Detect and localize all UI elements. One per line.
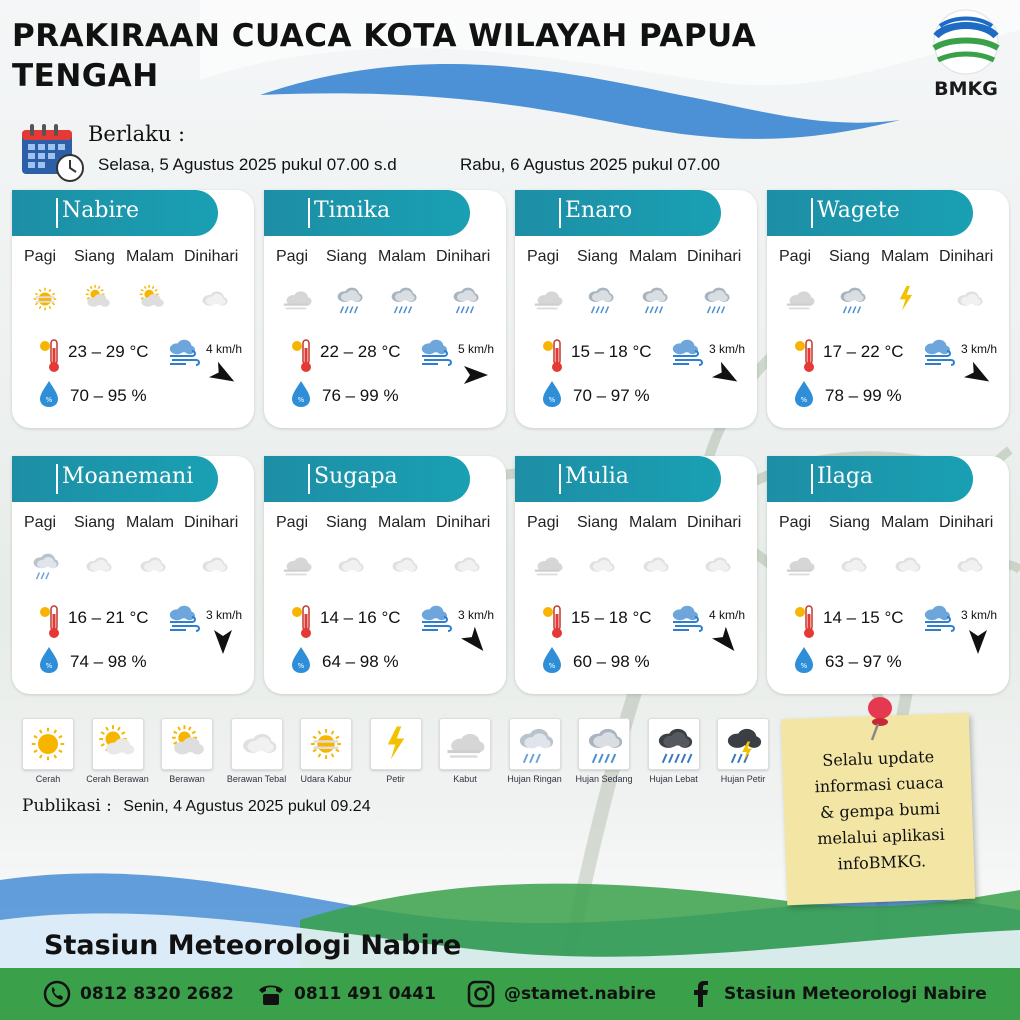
city-card-nabire (12, 190, 254, 428)
city-header (767, 190, 973, 236)
publication-label: Publikasi : (22, 796, 112, 816)
thermometer-icon (541, 338, 565, 374)
legend-item-hujan-ringan (503, 718, 567, 784)
period-label: Pagi (527, 514, 560, 531)
forecast-slot-dinihari (450, 550, 480, 580)
publication-date: Senin, 4 Agustus 2025 pukul 09.24 (123, 798, 371, 815)
humidity-drop-icon (290, 380, 312, 408)
hujan-sedang-icon (837, 284, 867, 314)
wind-direction-arrow-icon (208, 360, 238, 390)
humidity-range: 76 – 99 % (322, 386, 399, 405)
petir-icon (891, 284, 921, 314)
period-label: Dinihari (687, 514, 742, 531)
forecast-slot-malam (639, 284, 669, 314)
period-label: Malam (378, 248, 427, 265)
note-line: & gempa bumi (819, 798, 941, 823)
wind-direction-arrow-icon (963, 360, 993, 390)
wind-direction-arrow-icon (460, 626, 490, 656)
footer-facebook-page: Stasiun Meteorologi Nabire (724, 984, 987, 1004)
kabut-icon (282, 284, 312, 314)
forecast-slot-siang (334, 550, 364, 580)
berawan-tebal-icon (891, 550, 921, 580)
berawan-tebal-icon (701, 550, 731, 580)
footer-phone-landline[interactable] (256, 976, 436, 1012)
temperature-range: 23 – 29 °C (68, 342, 149, 361)
period-label: Dinihari (436, 514, 491, 531)
legend-item-hujan-petir (711, 718, 775, 784)
humidity-range: 70 – 97 % (573, 386, 650, 405)
period-label: Siang (577, 514, 618, 531)
footer-phone-whatsapp[interactable] (42, 976, 234, 1012)
legend-item-cerah-berawan (86, 718, 150, 784)
humidity-drop-icon (38, 380, 60, 408)
city-card-wagete (767, 190, 1009, 428)
period-label: Dinihari (939, 248, 994, 265)
forecast-slot-siang (837, 550, 867, 580)
cerah-icon (28, 724, 68, 764)
humidity-drop-icon (290, 646, 312, 674)
legend-label: Udara Kabur (300, 774, 352, 784)
hujan-sedang-icon (585, 284, 615, 314)
forecast-slot-pagi (533, 550, 563, 580)
period-label: Siang (326, 248, 367, 265)
legend-item-kabut (433, 718, 497, 784)
berawan-icon (136, 284, 166, 314)
legend-item-hujan-sedang (572, 718, 636, 784)
footer-bar (0, 968, 1020, 1020)
period-label: Dinihari (184, 514, 239, 531)
note-line: melalui aplikasi (816, 824, 946, 849)
forecast-slot-dinihari (198, 550, 228, 580)
cerah-berawan-icon (98, 724, 138, 764)
legend-icon-box (161, 718, 213, 770)
legend-icon-box (22, 718, 74, 770)
forecast-slot-pagi (533, 284, 563, 314)
city-name: Wagete (817, 198, 900, 223)
wind-speed: 4 km/h (709, 608, 746, 622)
note-line: informasi cuaca (814, 772, 944, 797)
hujan-lebat-icon (654, 724, 694, 764)
svg-text:%: % (45, 396, 53, 404)
hujan-sedang-icon (584, 724, 624, 764)
berawan-tebal-icon (450, 550, 480, 580)
period-label: Malam (629, 248, 678, 265)
city-card-moanemani (12, 456, 254, 694)
wind-icon (669, 338, 705, 368)
bmkg-logo (928, 8, 1004, 104)
period-label: Siang (829, 514, 870, 531)
hujan-sedang-icon (639, 284, 669, 314)
berawan-tebal-icon (198, 550, 228, 580)
wind-speed: 3 km/h (206, 608, 243, 622)
legend-label: Hujan Sedang (575, 774, 633, 784)
forecast-slot-malam (388, 284, 418, 314)
kabut-icon (282, 550, 312, 580)
wind-icon (166, 604, 202, 634)
period-label: Malam (378, 514, 427, 531)
thermometer-icon (290, 338, 314, 374)
city-card-timika (264, 190, 506, 428)
berawan-tebal-icon (953, 284, 983, 314)
temperature-range: 15 – 18 °C (571, 608, 652, 627)
period-label: Pagi (527, 248, 560, 265)
city-header (264, 456, 470, 502)
period-row (264, 514, 506, 534)
humidity-range: 63 – 97 % (825, 652, 902, 671)
berawan-icon (82, 284, 112, 314)
city-header (515, 190, 721, 236)
forecast-slot-siang (585, 284, 615, 314)
bmkg-logo-text: BMKG (934, 78, 998, 100)
period-label: Siang (829, 248, 870, 265)
forecast-slot-dinihari (953, 550, 983, 580)
city-name: Ilaga (817, 464, 874, 489)
udara-kabur-icon (30, 284, 60, 314)
period-label: Dinihari (184, 248, 239, 265)
wind-speed: 3 km/h (458, 608, 495, 622)
period-label: Malam (881, 248, 930, 265)
city-card-sugapa (264, 456, 506, 694)
station-name: Stasiun Meteorologi Nabire (44, 930, 462, 961)
legend-icon-box (300, 718, 352, 770)
humidity-drop-icon (541, 380, 563, 408)
wind-direction-arrow-icon (208, 626, 238, 656)
city-card-ilaga (767, 456, 1009, 694)
forecast-slot-pagi (30, 550, 60, 580)
wind-direction-arrow-icon (711, 360, 741, 390)
period-row (264, 248, 506, 268)
humidity-drop-icon (793, 380, 815, 408)
forecast-slot-dinihari (450, 284, 480, 314)
wind-icon (921, 338, 957, 368)
legend-label: Cerah Berawan (86, 774, 149, 784)
period-label: Dinihari (939, 514, 994, 531)
legend-label: Petir (386, 774, 405, 784)
bmkg-logo-icon (928, 8, 1004, 78)
forecast-slot-dinihari (701, 284, 731, 314)
city-name: Sugapa (314, 464, 398, 489)
hujan-petir-icon (723, 724, 763, 764)
legend-label: Berawan (169, 774, 205, 784)
validity-start: Selasa, 5 Agustus 2025 pukul 07.00 s.d (98, 155, 397, 174)
period-row (767, 514, 1009, 534)
legend-item-berawan-tebal (225, 718, 289, 784)
footer-facebook[interactable] (686, 976, 987, 1012)
humidity-drop-icon (793, 646, 815, 674)
wind-direction-arrow-icon (711, 626, 741, 656)
legend-item-petir (364, 718, 428, 784)
berawan-tebal-icon (82, 550, 112, 580)
kabut-icon (785, 284, 815, 314)
berawan-tebal-icon (198, 284, 228, 314)
svg-text:%: % (800, 662, 808, 670)
legend-item-hujan-lebat (642, 718, 706, 784)
wind-icon (669, 604, 705, 634)
udara-kabur-icon (306, 724, 346, 764)
wind-icon (166, 338, 202, 368)
humidity-drop-icon (541, 646, 563, 674)
forecast-slot-dinihari (701, 550, 731, 580)
legend-label: Kabut (453, 774, 477, 784)
period-label: Siang (74, 514, 115, 531)
temperature-range: 22 – 28 °C (320, 342, 401, 361)
period-label: Dinihari (687, 248, 742, 265)
note-text (796, 743, 964, 879)
city-header (264, 190, 470, 236)
forecast-slot-malam (136, 550, 166, 580)
legend-icon-box (439, 718, 491, 770)
temperature-range: 17 – 22 °C (823, 342, 904, 361)
thermometer-icon (290, 604, 314, 640)
forecast-slot-pagi (282, 550, 312, 580)
legend-icon-box (578, 718, 630, 770)
forecast-slot-malam (388, 550, 418, 580)
forecast-slot-dinihari (198, 284, 228, 314)
hujan-sedang-icon (388, 284, 418, 314)
forecast-slot-malam (639, 550, 669, 580)
wind-speed: 3 km/h (961, 608, 998, 622)
city-name: Enaro (565, 198, 633, 223)
period-label: Malam (881, 514, 930, 531)
city-header (767, 456, 973, 502)
city-card-mulia (515, 456, 757, 694)
period-label: Malam (126, 514, 175, 531)
city-header (515, 456, 721, 502)
berawan-tebal-icon (237, 724, 277, 764)
period-label: Pagi (779, 248, 812, 265)
humidity-range: 64 – 98 % (322, 652, 399, 671)
temperature-range: 16 – 21 °C (68, 608, 149, 627)
wind-direction-arrow-icon (460, 360, 490, 390)
svg-text:%: % (548, 396, 556, 404)
legend-item-cerah (16, 718, 80, 784)
city-header (12, 456, 218, 502)
legend-item-berawan (155, 718, 219, 784)
humidity-drop-icon (38, 646, 60, 674)
whatsapp-icon (42, 979, 72, 1009)
period-label: Siang (74, 248, 115, 265)
berawan-tebal-icon (136, 550, 166, 580)
footer-phone-2: 0811 491 0441 (294, 984, 436, 1004)
telephone-icon (256, 979, 286, 1009)
kabut-icon (445, 724, 485, 764)
temperature-range: 15 – 18 °C (571, 342, 652, 361)
publication-info (22, 796, 371, 816)
note-line: Selalu update (822, 747, 935, 770)
hujan-sedang-icon (334, 284, 364, 314)
berawan-tebal-icon (388, 550, 418, 580)
footer-phone-1: 0812 8320 2682 (80, 984, 234, 1004)
berawan-tebal-icon (334, 550, 364, 580)
legend-icon-box (717, 718, 769, 770)
forecast-slot-dinihari (953, 284, 983, 314)
legend-icon-box (509, 718, 561, 770)
legend-label: Hujan Petir (720, 774, 766, 784)
forecast-slot-malam (891, 550, 921, 580)
period-row (767, 248, 1009, 268)
validity-end: Rabu, 6 Agustus 2025 pukul 07.00 (460, 155, 720, 174)
petir-icon (376, 724, 416, 764)
facebook-icon (686, 979, 716, 1009)
period-row (515, 514, 757, 534)
thermometer-icon (38, 338, 62, 374)
kabut-icon (533, 550, 563, 580)
forecast-slot-malam (891, 284, 921, 314)
wind-speed: 4 km/h (206, 342, 243, 356)
period-label: Pagi (24, 514, 57, 531)
kabut-icon (785, 550, 815, 580)
berawan-tebal-icon (953, 550, 983, 580)
forecast-slot-siang (837, 284, 867, 314)
city-name: Moanemani (62, 464, 194, 489)
forecast-slot-pagi (785, 284, 815, 314)
city-name: Timika (314, 198, 391, 223)
svg-text:%: % (297, 662, 305, 670)
legend-label: Berawan Tebal (226, 774, 287, 784)
wind-icon (418, 338, 454, 368)
forecast-slot-pagi (785, 550, 815, 580)
thermometer-icon (793, 604, 817, 640)
legend-icon-box (370, 718, 422, 770)
legend-label: Cerah (35, 774, 61, 784)
hujan-sedang-icon (450, 284, 480, 314)
city-card-enaro (515, 190, 757, 428)
hujan-ringan-icon (30, 550, 60, 580)
legend-icon-box (92, 718, 144, 770)
wind-speed: 3 km/h (961, 342, 998, 356)
humidity-range: 70 – 95 % (70, 386, 147, 405)
page-title: PRAKIRAAN CUACA KOTA WILAYAH PAPUA TENGAH (12, 18, 757, 94)
forecast-slot-siang (82, 550, 112, 580)
push-pin-icon (858, 694, 898, 744)
hujan-ringan-icon (515, 724, 555, 764)
instagram-icon (466, 979, 496, 1009)
humidity-range: 74 – 98 % (70, 652, 147, 671)
forecast-slot-malam (136, 284, 166, 314)
forecast-slot-pagi (30, 284, 60, 314)
wind-speed: 5 km/h (458, 342, 495, 356)
berawan-tebal-icon (837, 550, 867, 580)
period-label: Pagi (779, 514, 812, 531)
city-name: Mulia (565, 464, 629, 489)
humidity-range: 60 – 98 % (573, 652, 650, 671)
kabut-icon (533, 284, 563, 314)
validity-period (20, 122, 800, 182)
period-label: Siang (326, 514, 367, 531)
city-header (12, 190, 218, 236)
period-row (515, 248, 757, 268)
humidity-range: 78 – 99 % (825, 386, 902, 405)
wind-speed: 3 km/h (709, 342, 746, 356)
period-row (12, 514, 254, 534)
forecast-slot-pagi (282, 284, 312, 314)
temperature-range: 14 – 16 °C (320, 608, 401, 627)
thermometer-icon (38, 604, 62, 640)
period-label: Siang (577, 248, 618, 265)
thermometer-icon (793, 338, 817, 374)
footer-instagram[interactable] (466, 976, 656, 1012)
calendar-clock-icon (20, 122, 86, 182)
period-label: Pagi (276, 248, 309, 265)
footer-instagram-handle: @stamet.nabire (504, 984, 657, 1004)
legend-icon-box (231, 718, 283, 770)
wind-icon (418, 604, 454, 634)
note-line: infoBMKG. (837, 851, 927, 874)
validity-label: Berlaku : (88, 122, 186, 146)
legend-label: Hujan Ringan (507, 774, 562, 784)
period-label: Malam (629, 514, 678, 531)
legend-label: Hujan Lebat (649, 774, 698, 784)
wind-icon (921, 604, 957, 634)
svg-text:%: % (548, 662, 556, 670)
svg-text:%: % (297, 396, 305, 404)
wind-direction-arrow-icon (963, 626, 993, 656)
svg-text:%: % (800, 396, 808, 404)
legend-icon-box (648, 718, 700, 770)
forecast-slot-siang (334, 284, 364, 314)
hujan-sedang-icon (701, 284, 731, 314)
thermometer-icon (541, 604, 565, 640)
svg-text:%: % (45, 662, 53, 670)
berawan-tebal-icon (639, 550, 669, 580)
legend-item-udara-kabur (294, 718, 358, 784)
temperature-range: 14 – 15 °C (823, 608, 904, 627)
period-row (12, 248, 254, 268)
period-label: Malam (126, 248, 175, 265)
berawan-icon (167, 724, 207, 764)
berawan-tebal-icon (585, 550, 615, 580)
forecast-slot-siang (585, 550, 615, 580)
period-label: Dinihari (436, 248, 491, 265)
period-label: Pagi (276, 514, 309, 531)
period-label: Pagi (24, 248, 57, 265)
city-name: Nabire (62, 198, 140, 223)
forecast-slot-siang (82, 284, 112, 314)
